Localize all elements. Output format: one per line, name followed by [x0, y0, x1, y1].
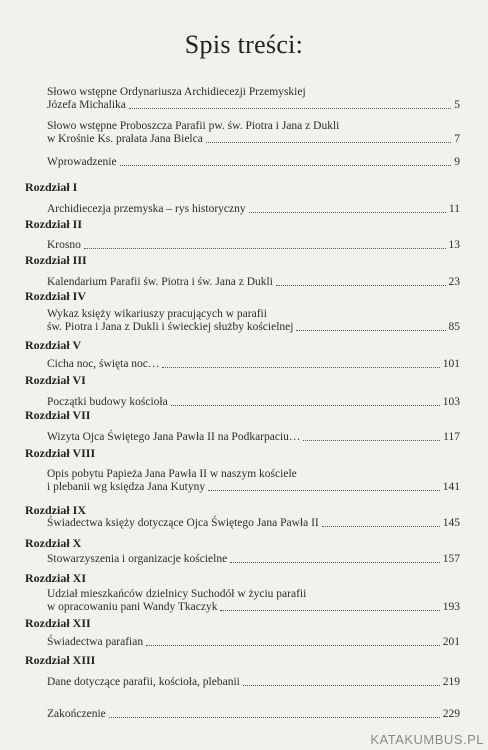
- toc-entry-title: Świadectwa parafian: [47, 636, 144, 648]
- toc-page-number: 5: [454, 99, 460, 111]
- toc-page-number: 103: [442, 396, 460, 408]
- toc-entry: [47, 86, 460, 112]
- toc-entry-title: Krosno: [47, 239, 81, 251]
- toc-entry-title: Opis pobytu Papieża Jana Pawła II w naszym kościele: [47, 468, 297, 480]
- toc-entry-title: Świadectwa księży dotyczące Ojca Świętego Jana Pawła II: [47, 517, 319, 529]
- toc-entry: [47, 203, 460, 216]
- toc-entry: [47, 588, 460, 614]
- toc-entry: [47, 120, 460, 146]
- toc-entry-title: św. Piotra i Jana z Dukli i świeckiej służby kościelnej: [47, 321, 294, 333]
- chapter-heading: Rozdział VI: [25, 373, 86, 387]
- toc-entry: [47, 156, 460, 169]
- toc-page-number: 13: [448, 239, 460, 251]
- toc-entry: [47, 431, 460, 444]
- dot-leader: [296, 330, 445, 331]
- toc-entry-title: Dane dotyczące parafii, kościoła, plebanii: [47, 676, 240, 688]
- chapter-heading: Rozdział IV: [25, 289, 86, 303]
- toc-entry-title: w Krośnie Ks. prałata Jana Bielca: [47, 133, 203, 145]
- toc-page-number: 219: [442, 676, 460, 688]
- toc-page-number: 229: [442, 708, 460, 720]
- toc-entry: [47, 239, 460, 252]
- toc-entry: [47, 396, 460, 409]
- page-title: Spis treści:: [184, 30, 304, 59]
- dot-leader: [243, 685, 440, 686]
- toc-entry-title: Cicha noc, święta noc…: [47, 358, 160, 370]
- toc-entry: [47, 276, 460, 289]
- chapter-heading: Rozdział III: [25, 253, 87, 267]
- toc-page-number: 101: [442, 358, 460, 370]
- toc-entry-title: Stowarzyszenia i organizacje kościelne: [47, 553, 228, 565]
- toc-entry-title: w opracowaniu pani Wandy Tkaczyk: [47, 601, 218, 613]
- dot-leader: [249, 212, 446, 213]
- chapter-heading: Rozdział X: [25, 536, 82, 550]
- toc-page-number: 141: [442, 481, 460, 493]
- dot-leader: [129, 108, 451, 109]
- toc-entry-title: Wykaz księży wikariuszy pracujących w parafii: [47, 308, 267, 320]
- toc-entry: [47, 517, 460, 530]
- toc-entry-title: Udział mieszkańców dzielnicy Suchodół w życiu parafii: [47, 588, 307, 600]
- toc-page-number: 85: [448, 321, 460, 333]
- dot-leader: [322, 526, 440, 527]
- dot-leader: [109, 717, 440, 718]
- toc-entry: [47, 708, 460, 721]
- dot-leader: [230, 562, 440, 563]
- toc-page-number: 193: [442, 601, 460, 613]
- toc-entry-title: Archidiecezja przemyska – rys historyczny: [47, 203, 246, 215]
- toc-entry-title: i plebanii wg księdza Jana Kutyny: [47, 481, 206, 493]
- chapter-heading: Rozdział I: [25, 180, 78, 194]
- dot-leader: [206, 142, 451, 143]
- chapter-heading: Rozdział VII: [25, 408, 91, 422]
- toc-page-number: 7: [454, 133, 460, 145]
- toc-entry-title: Początki budowy kościoła: [47, 396, 168, 408]
- chapter-heading: Rozdział XI: [25, 571, 86, 585]
- dot-leader: [208, 490, 440, 491]
- dot-leader: [171, 405, 440, 406]
- dot-leader: [146, 645, 440, 646]
- toc-page-number: 23: [448, 276, 460, 288]
- dot-leader: [303, 440, 440, 441]
- dot-leader: [276, 285, 446, 286]
- toc-entry-title: Słowo wstępne Ordynariusza Archidiecezji Przemyskiej: [47, 86, 306, 98]
- dot-leader: [220, 610, 439, 611]
- toc-entry-title: Słowo wstępne Proboszcza Parafii pw. św. Piotra i Jana z Dukli: [47, 120, 340, 132]
- dot-leader: [120, 165, 452, 166]
- dot-leader: [162, 367, 439, 368]
- toc-entry: [47, 553, 460, 566]
- chapter-heading: Rozdział XII: [25, 616, 91, 630]
- toc-entry: [47, 358, 460, 371]
- toc-entry: [47, 636, 460, 649]
- chapter-heading: Rozdział II: [25, 217, 82, 231]
- toc-entry: [47, 308, 460, 334]
- toc-page-number: 201: [442, 636, 460, 648]
- toc-page-number: 145: [442, 517, 460, 529]
- chapter-heading: Rozdział IX: [25, 503, 86, 517]
- toc-page-number: 117: [443, 431, 460, 443]
- dot-leader: [84, 248, 446, 249]
- toc-page-number: 11: [448, 203, 460, 215]
- toc-page-number: 157: [442, 553, 460, 565]
- chapter-heading: Rozdział VIII: [25, 446, 96, 460]
- toc-entry-title: Józefa Michalika: [47, 99, 126, 111]
- toc-entry-title: Wizyta Ojca Świętego Jana Pawła II na Podkarpaciu…: [47, 431, 301, 443]
- toc-entry-title: Wprowadzenie: [47, 156, 117, 168]
- chapter-heading: Rozdział V: [25, 338, 82, 352]
- toc-entry-title: Zakończenie: [47, 708, 106, 720]
- toc-entry-title: Kalendarium Parafii św. Piotra i św. Jana z Dukli: [47, 276, 273, 288]
- toc-page-number: 9: [454, 156, 460, 168]
- toc-entry: [47, 676, 460, 689]
- toc-entry: [47, 468, 460, 494]
- chapter-heading: Rozdział XIII: [25, 653, 96, 667]
- watermark: KATAKUMBUS.PL: [370, 732, 484, 747]
